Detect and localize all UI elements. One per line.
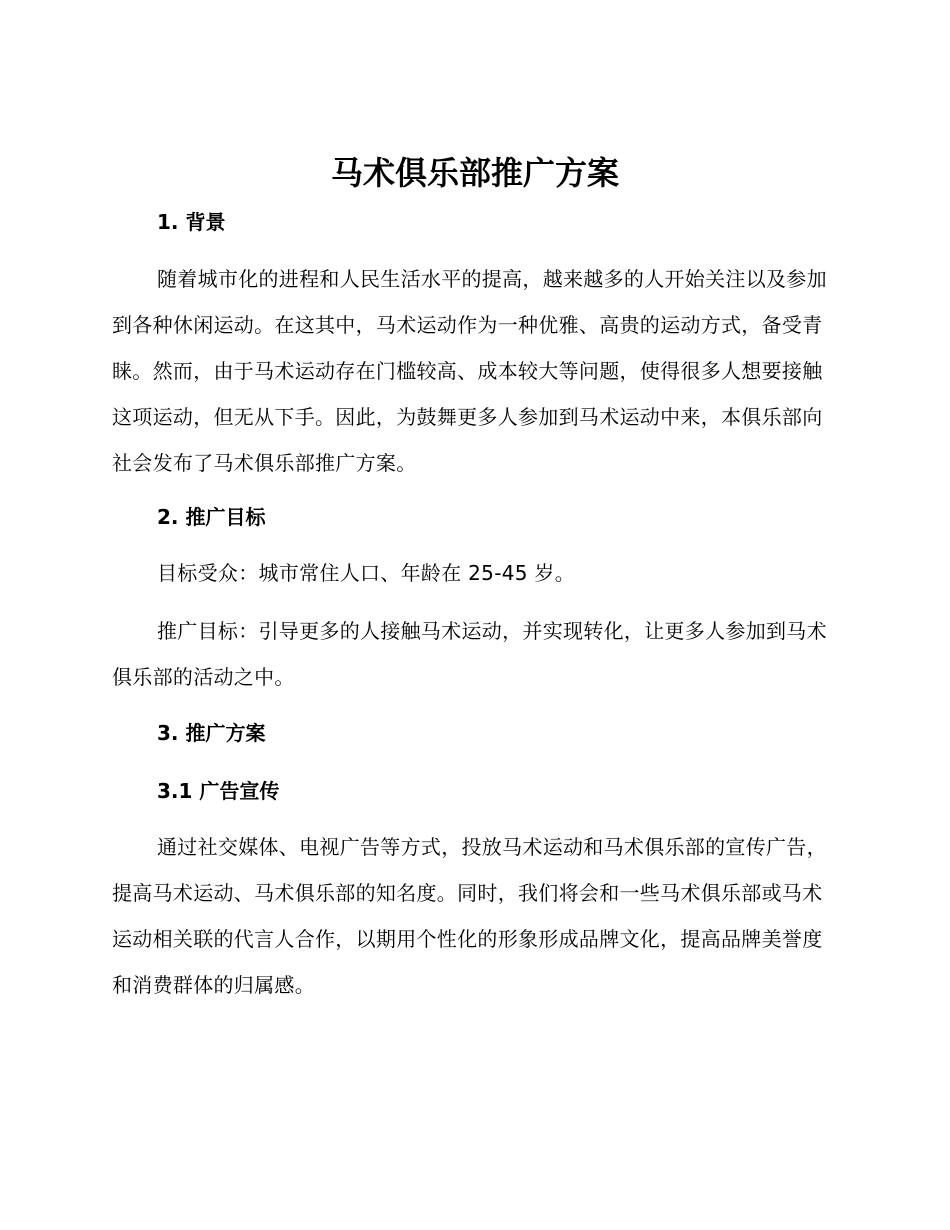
advertising-paragraph: 通过社交媒体、电视广告等方式，投放马术运动和马术俱乐部的宣传广告，提高马术运动、马术俱乐部的知名度。同时，我们将会和一些马术俱乐部或马术运动相关联的代言人合作，以期用个性化的形象形成品牌文化，提高品牌美誉度和消费群体的归属感。: [112, 835, 827, 997]
goals-audience-paragraph: 目标受众：城市常住人口、年龄在 25-45 岁。: [157, 561, 576, 585]
subsection-heading-advertising: 3.1 广告宣传: [157, 779, 280, 803]
goals-target-paragraph: 推广目标：引导更多的人接触马术运动，并实现转化，让更多人参加到马术俱乐部的活动之中。: [112, 619, 827, 689]
section-heading-background: 1. 背景: [157, 210, 226, 234]
background-paragraph: 随着城市化的进程和人民生活水平的提高，越来越多的人开始关注以及参加到各种休闲运动。在这其中，马术运动作为一种优雅、高贵的运动方式，备受青睐。然而，由于马术运动存在门槛较高、成本较大等问题，使得很多人想要接触这项运动，但无从下手。因此，为鼓舞更多人参加到马术运动中来，本俱乐部向社会发布了马术俱乐部推广方案。: [112, 267, 827, 475]
section-heading-goals: 2. 推广目标: [157, 505, 266, 529]
section-heading-plan: 3. 推广方案: [157, 721, 266, 745]
document-title: 马术俱乐部推广方案: [330, 154, 619, 192]
